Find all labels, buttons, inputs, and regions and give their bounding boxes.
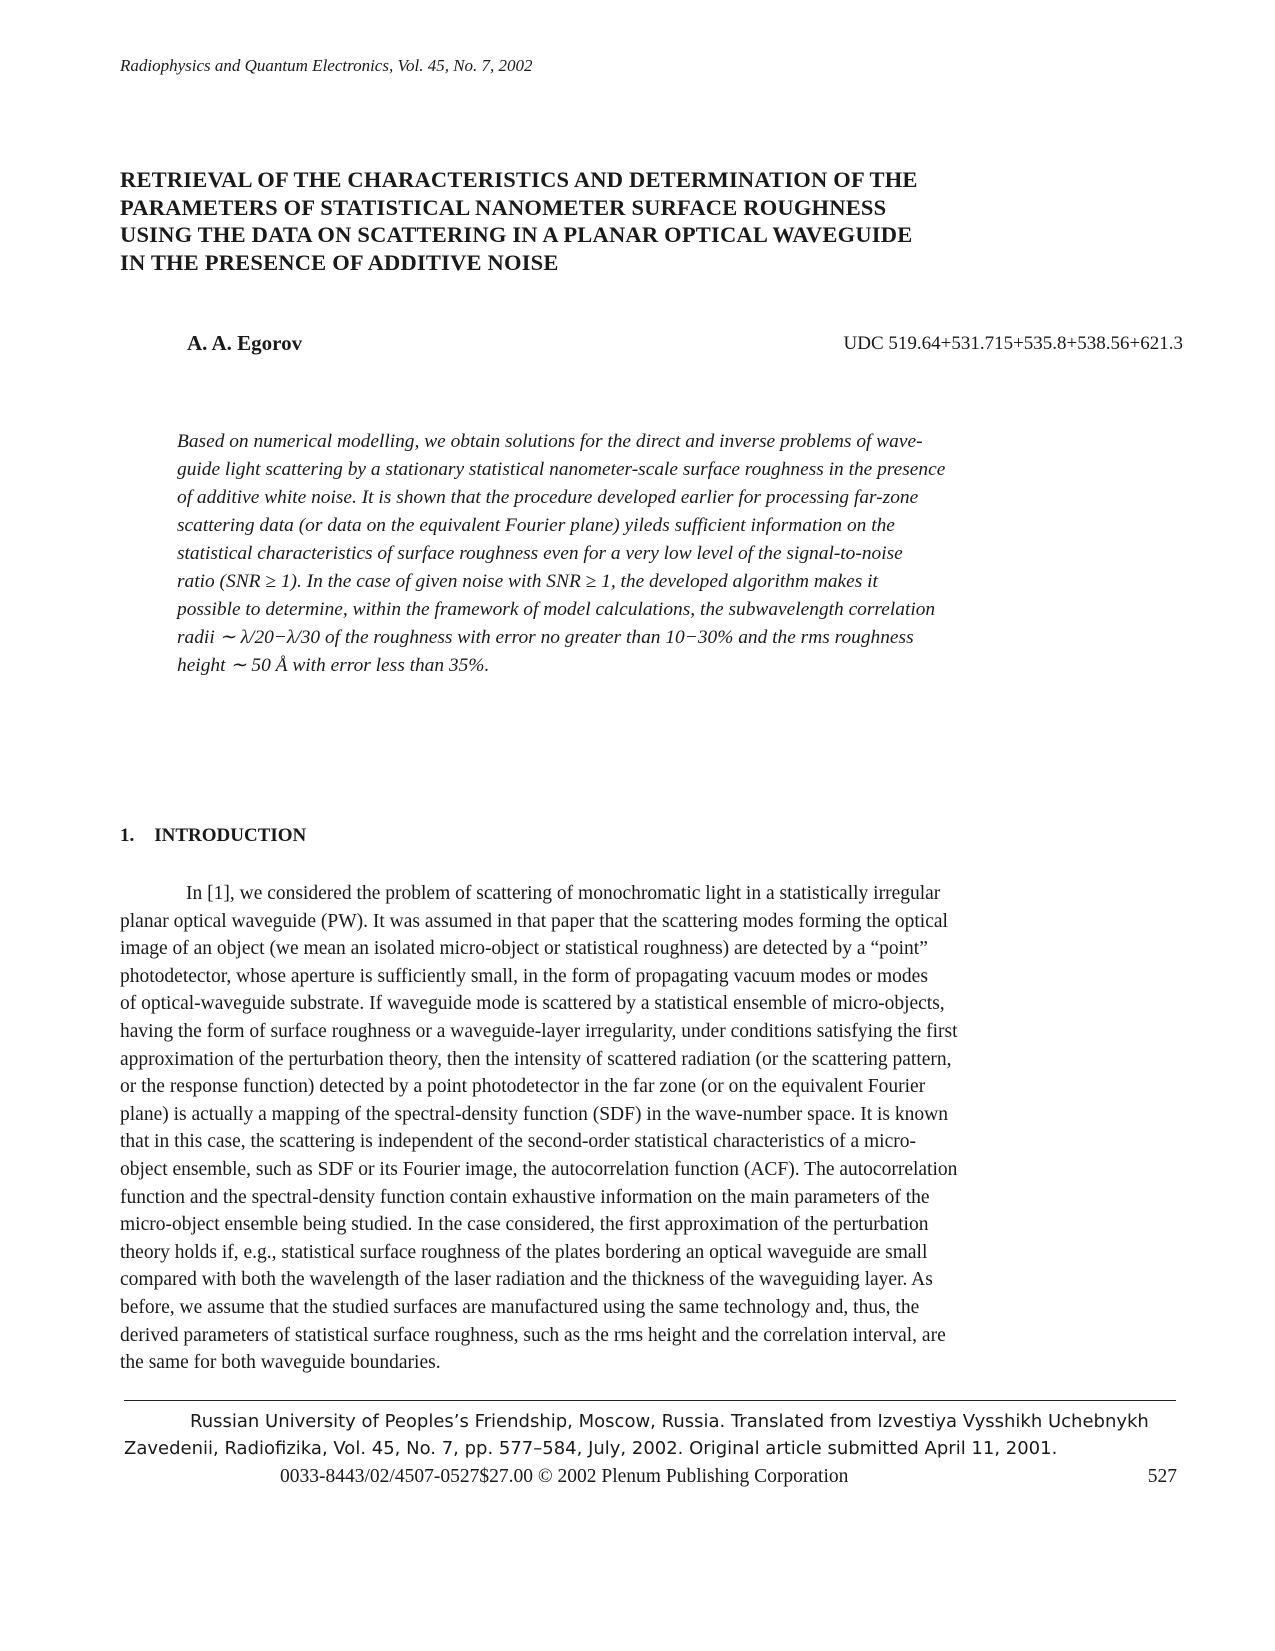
section-title: INTRODUCTION	[154, 825, 307, 846]
body-line: theory holds if, e.g., statistical surface roughness of the plates bordering an optical waveguide are small	[120, 1241, 928, 1263]
section-number: 1.	[120, 825, 135, 846]
paper-title	[120, 166, 1180, 276]
title-line: PARAMETERS OF STATISTICAL NANOMETER SURFACE ROUGHNESS	[120, 194, 887, 220]
body-line: or the response function) detected by a point photodetector in the far zone (or on the equivalent Fourier	[120, 1076, 926, 1098]
body-line: photodetector, whose aperture is sufficiently small, in the form of propagating vacuum modes or modes	[120, 965, 928, 987]
abstract-line: radii ∼ λ/20−λ/30 of the roughness with error no greater than 10−30% and the rms roughness	[177, 627, 914, 648]
abstract	[177, 428, 1117, 680]
body-line: of optical-waveguide substrate. If waveguide mode is scattered by a statistical ensemble of micro-objects,	[120, 993, 945, 1015]
body-line: the same for both waveguide boundaries.	[120, 1352, 441, 1374]
abstract-line: possible to determine, within the framework of model calculations, the subwavelength correlation	[177, 599, 936, 620]
body-line: having the form of surface roughness or a waveguide-layer irregularity, under conditions satisfying the first	[120, 1020, 958, 1042]
abstract-line: Based on numerical modelling, we obtain solutions for the direct and inverse problems of wave-	[177, 431, 923, 452]
section-heading	[120, 825, 306, 847]
body-line: image of an object (we mean an isolated micro-object or statistical roughness) are detected by a “point”	[120, 938, 928, 960]
abstract-line: height ∼ 50 Å with error less than 35%.	[177, 655, 490, 676]
body-line: function and the spectral-density function contain exhaustive information on the main parameters of the	[120, 1186, 930, 1208]
title-line: RETRIEVAL OF THE CHARACTERISTICS AND DETERMINATION OF THE	[120, 167, 918, 192]
journal-header: Radiophysics and Quantum Electronics, Vol. 45, No. 7, 2002	[120, 56, 533, 75]
body-line: that in this case, the scattering is independent of the second-order statistical characteristics of a micro-	[120, 1131, 916, 1153]
footnote-line: Russian University of Peoples’s Friendship, Moscow, Russia. Translated from Izvestiya Vysshikh Uchebnykh	[190, 1411, 1149, 1432]
abstract-line: scattering data (or data on the equivalent Fourier plane) yileds sufficient information on the	[177, 515, 895, 536]
abstract-line: statistical characteristics of surface roughness even for a very low level of the signal-to-noise	[177, 543, 903, 564]
body-paragraph	[120, 880, 1175, 1377]
author-name: A. A. Egorov	[187, 331, 303, 355]
footnote-line: Zavedenii, Radiofizika, Vol. 45, No. 7, pp. 577–584, July, 2002. Original article submitted April 11, 2001.	[124, 1438, 1058, 1459]
body-line: approximation of the perturbation theory, then the intensity of scattered radiation (or the scattering pattern,	[120, 1048, 952, 1070]
body-line: micro-object ensemble being studied. In the case considered, the first approximation of the perturbation	[120, 1214, 929, 1236]
body-line: planar optical waveguide (PW). It was assumed in that paper that the scattering modes forming the optical	[120, 910, 948, 932]
footnote-rule	[124, 1400, 1176, 1401]
footnote	[124, 1408, 1184, 1462]
abstract-line: guide light scattering by a stationary statistical nanometer-scale surface roughness in the presence	[177, 459, 946, 480]
body-line: object ensemble, such as SDF or its Fourier image, the autocorrelation function (ACF). The autocorrelation	[120, 1158, 958, 1180]
abstract-line: ratio (SNR ≥ 1). In the case of given noise with SNR ≥ 1, the developed algorithm makes it	[177, 571, 878, 592]
title-line: IN THE PRESENCE OF ADDITIVE NOISE	[120, 249, 559, 275]
body-line: plane) is actually a mapping of the spectral-density function (SDF) in the wave-number space. It is known	[120, 1103, 948, 1125]
page-number: 527	[1147, 1466, 1177, 1487]
body-line: before, we assume that the studied surfaces are manufactured using the same technology and, thus, the	[120, 1296, 920, 1318]
body-line: derived parameters of statistical surface roughness, such as the rms height and the correlation interval, are	[120, 1324, 946, 1346]
body-line: compared with both the wavelength of the laser radiation and the thickness of the waveguiding layer. As	[120, 1269, 933, 1291]
title-line: USING THE DATA ON SCATTERING IN A PLANAR OPTICAL WAVEGUIDE	[120, 222, 913, 247]
body-line: In [1], we considered the problem of scattering of monochromatic light in a statistically irregular	[186, 883, 941, 904]
abstract-line: of additive white noise. It is shown that the procedure developed earlier for processing far-zone	[177, 487, 919, 508]
issn-copyright: 0033-8443/02/4507-0527$27.00 © 2002 Plenum Publishing Corporation	[280, 1466, 849, 1487]
udc-code: UDC 519.64+531.715+535.8+538.56+621.3	[843, 333, 1183, 354]
